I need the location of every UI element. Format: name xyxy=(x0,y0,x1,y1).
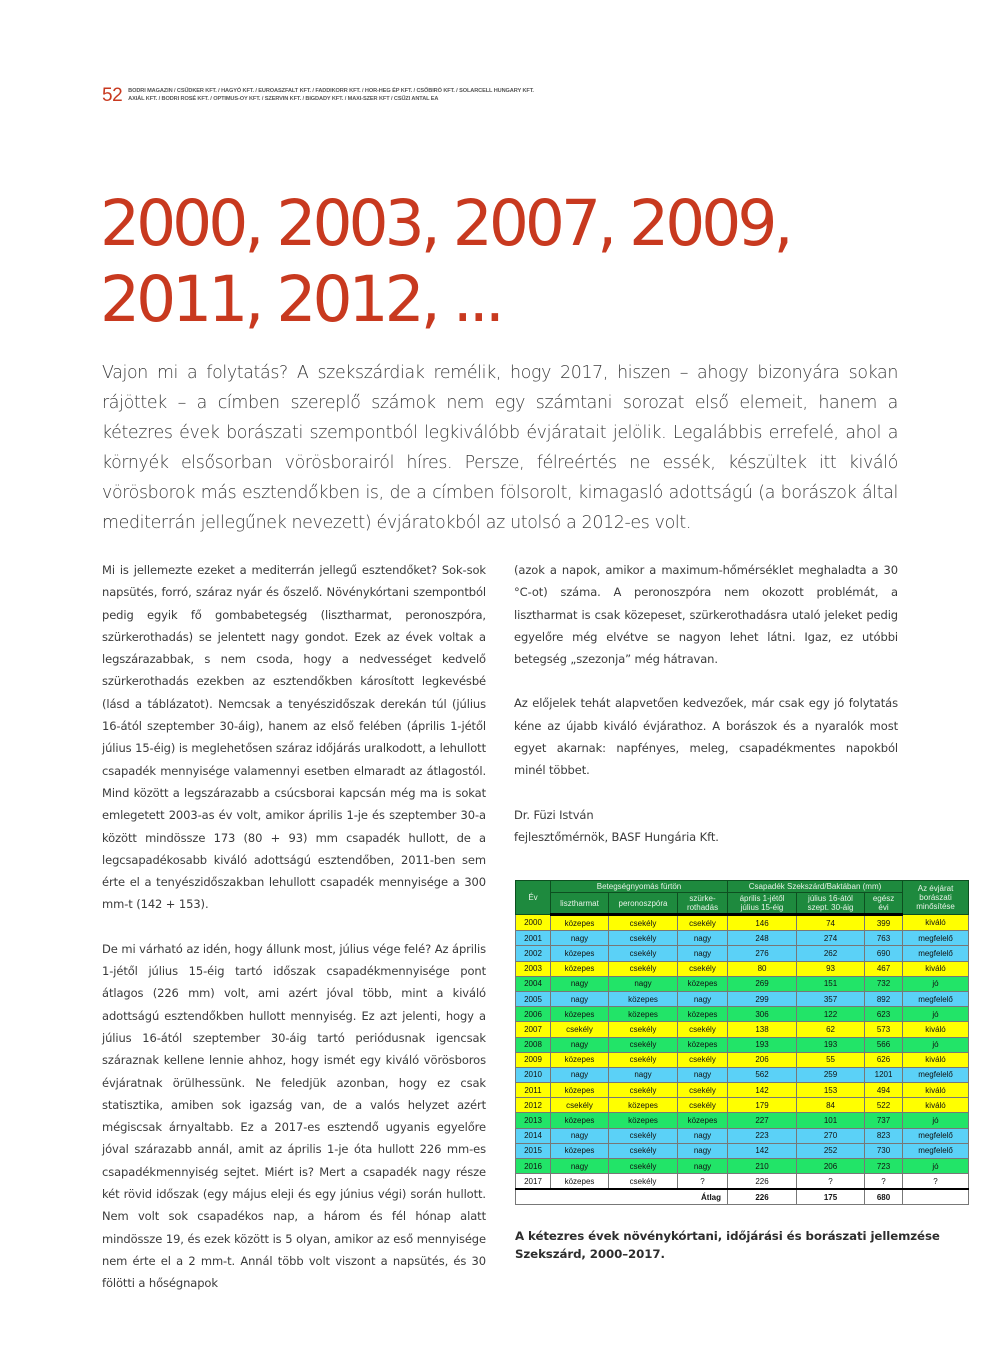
cell-total: 737 xyxy=(865,1113,903,1128)
table-row xyxy=(516,1052,969,1067)
cell-rating: megfelelő xyxy=(903,1067,969,1082)
vintage-table xyxy=(515,880,969,1205)
cell-rating: megfelelő xyxy=(903,991,969,1006)
table-body xyxy=(516,915,969,1190)
cell-year: 2004 xyxy=(516,976,551,991)
cell-summer: 193 xyxy=(797,1037,865,1052)
cell-total: 573 xyxy=(865,1022,903,1037)
cell-summer: 262 xyxy=(797,946,865,961)
cell-total: 1201 xyxy=(865,1067,903,1082)
cell-year: 2007 xyxy=(516,1022,551,1037)
cell-year: 2011 xyxy=(516,1083,551,1098)
cell-year: 2010 xyxy=(516,1067,551,1082)
cell-spring: 142 xyxy=(728,1143,797,1158)
cell-summer: ? xyxy=(797,1174,865,1190)
body-paragraph: De mi várható az idén, hogy állunk most, július vége felé? Az április 1-jétől július 15-éig tartó időszak csapadékmennyisége pont átlagos (226 mm) volt, ami azért jóval több, mint a kiváló adottságú esztendőkben hullott mennyiség. Ez azt jelenti, hogy a július 16-ától szeptember 30-áig tartó periódusnak igencsak száraznak kellene lennie ahhoz, hogy ismét egy kiváló vörösboros évjáratnak örülhessünk. Ne feledjük azonban, hogy ez csak statisztika, amiben sok igazság van, de a valós helyzet azért mégiscsak árnyaltabb. Ez a 2017-es esztendő ugyanis egyelőre jóval szárazabb annál, amit az április 1-je óta hullott 226 mm-es csapadékmennyiség sejtet. Miért is? Mert a csapadék nagy része két rövid időszak (egy május eleji és egy június végi) során hullott. Nem volt sok csapadékos nap, a három és fél hónap alatt mindössze 19, és ezek között is 5 olyan, amikor az eső mennyisége nem érte el a 2 mm-t. Annál több volt viszont a napsütés, és 30 fölötti a hőségnapok xyxy=(102,941,486,1291)
cell-total: 763 xyxy=(865,931,903,946)
cell-spring: 248 xyxy=(728,931,797,946)
col-group-disease: Betegségnyomás fürtön xyxy=(551,881,728,893)
cell-total: 892 xyxy=(865,991,903,1006)
sponsor-line: AXIÁL KFT. / BODRI ROSÉ KFT. / OPTIMUS-OY KFT. / SZERVIN KFT. / BIGDADY KFT. / MAXI-SZER KFT / CSŰZI ANTAL EA xyxy=(128,95,439,102)
cell-summer: 252 xyxy=(797,1143,865,1158)
average-spring: 226 xyxy=(728,1189,797,1205)
cell-powdery: közepes xyxy=(551,961,609,976)
cell-rating: jó xyxy=(903,1007,969,1022)
cell-powdery: közepes xyxy=(551,1174,609,1190)
cell-spring: 146 xyxy=(728,915,797,931)
cell-total: ? xyxy=(865,1174,903,1190)
cell-total: 626 xyxy=(865,1052,903,1067)
col-header-powdery: lisztharmat xyxy=(551,893,609,915)
cell-spring: 193 xyxy=(728,1037,797,1052)
cell-rating: jó xyxy=(903,976,969,991)
cell-spring: 562 xyxy=(728,1067,797,1082)
table-row xyxy=(516,1037,969,1052)
cell-powdery: közepes xyxy=(551,1143,609,1158)
sponsor-line: BODRI MAGAZIN / CSŰDKER KFT. / HAGYÓ KFT. / EUROASZFALT KFT. / FADDIKORR KFT. / HOR-HEG ÉP KFT. / CSŐBIRÓ KFT. / SOLARCELL HUNGARY KFT. xyxy=(128,88,534,94)
cell-total: 399 xyxy=(865,915,903,931)
cell-downy: csekély xyxy=(609,961,678,976)
cell-summer: 55 xyxy=(797,1052,865,1067)
cell-spring: 269 xyxy=(728,976,797,991)
body-paragraph: (azok a napok, amikor a maximum-hőmérséklet meghaladta a 30 °C-ot) száma. A peronoszpóra nem okozott problémát, a lisztharmat is csak közepeset, szürkerothadásra utaló jeleket pedig egyelőre még elvétve se nagyon lehet látni. Igaz, ez utóbbi betegség „szezonja” még hátravan. xyxy=(514,563,898,667)
cell-powdery: nagy xyxy=(551,1037,609,1052)
cell-total: 522 xyxy=(865,1098,903,1113)
cell-botrytis: csekély xyxy=(678,1083,728,1098)
cell-powdery: nagy xyxy=(551,931,609,946)
cell-powdery: nagy xyxy=(551,1128,609,1143)
cell-downy: csekély xyxy=(609,1174,678,1190)
cell-downy: csekély xyxy=(609,1022,678,1037)
cell-downy: nagy xyxy=(609,1067,678,1082)
cell-spring: 226 xyxy=(728,1174,797,1190)
cell-spring: 138 xyxy=(728,1022,797,1037)
cell-botrytis: nagy xyxy=(678,1143,728,1158)
body-column-right xyxy=(514,559,898,848)
cell-powdery: nagy xyxy=(551,976,609,991)
cell-botrytis: nagy xyxy=(678,1159,728,1174)
cell-year: 2000 xyxy=(516,915,551,931)
cell-year: 2008 xyxy=(516,1037,551,1052)
body-paragraph: Az előjelek tehát alapvetően kedvezőek, már csak egy jó folytatás kéne az újabb kiváló évjárathoz. A borászok és a nyaralók most egyet akarnak: napfényes, meleg, csapadékmentes napokból minél többet. xyxy=(514,696,898,778)
cell-summer: 62 xyxy=(797,1022,865,1037)
cell-botrytis: csekély xyxy=(678,1052,728,1067)
sponsor-list xyxy=(128,88,534,103)
col-header-rain-summer: július 16-ától szept. 30-áig xyxy=(797,893,865,915)
cell-rating: jó xyxy=(903,1037,969,1052)
cell-spring: 227 xyxy=(728,1113,797,1128)
cell-total: 566 xyxy=(865,1037,903,1052)
cell-botrytis: nagy xyxy=(678,1128,728,1143)
table-row xyxy=(516,1098,969,1113)
cell-rating: kiváló xyxy=(903,1083,969,1098)
table-row xyxy=(516,1083,969,1098)
cell-powdery: közepes xyxy=(551,1007,609,1022)
cell-summer: 93 xyxy=(797,961,865,976)
table-row xyxy=(516,915,969,931)
cell-botrytis: nagy xyxy=(678,991,728,1006)
cell-botrytis: csekély xyxy=(678,1098,728,1113)
cell-downy: csekély xyxy=(609,1052,678,1067)
cell-total: 494 xyxy=(865,1083,903,1098)
table-row xyxy=(516,1143,969,1158)
cell-year: 2017 xyxy=(516,1174,551,1190)
cell-rating: ? xyxy=(903,1174,969,1190)
cell-summer: 122 xyxy=(797,1007,865,1022)
cell-downy: csekély xyxy=(609,1128,678,1143)
cell-year: 2005 xyxy=(516,991,551,1006)
cell-year: 2002 xyxy=(516,946,551,961)
cell-summer: 151 xyxy=(797,976,865,991)
cell-botrytis: csekély xyxy=(678,915,728,931)
cell-year: 2015 xyxy=(516,1143,551,1158)
cell-botrytis: csekély xyxy=(678,1022,728,1037)
table-row xyxy=(516,1067,969,1082)
cell-downy: csekély xyxy=(609,1143,678,1158)
cell-spring: 299 xyxy=(728,991,797,1006)
table-row xyxy=(516,1174,969,1190)
average-rating xyxy=(903,1189,969,1205)
cell-rating: jó xyxy=(903,1159,969,1174)
cell-downy: csekély xyxy=(609,946,678,961)
cell-spring: 179 xyxy=(728,1098,797,1113)
cell-powdery: csekély xyxy=(551,1022,609,1037)
cell-rating: megfelelő xyxy=(903,931,969,946)
table-row xyxy=(516,1007,969,1022)
cell-downy: közepes xyxy=(609,1113,678,1128)
cell-downy: nagy xyxy=(609,976,678,991)
cell-year: 2001 xyxy=(516,931,551,946)
cell-botrytis: csekély xyxy=(678,961,728,976)
table-row xyxy=(516,976,969,991)
cell-summer: 74 xyxy=(797,915,865,931)
cell-year: 2014 xyxy=(516,1128,551,1143)
col-header-year: Év xyxy=(516,881,551,915)
cell-powdery: csekély xyxy=(551,1098,609,1113)
cell-total: 823 xyxy=(865,1128,903,1143)
table-row xyxy=(516,961,969,976)
cell-year: 2012 xyxy=(516,1098,551,1113)
cell-total: 730 xyxy=(865,1143,903,1158)
cell-spring: 210 xyxy=(728,1159,797,1174)
cell-powdery: közepes xyxy=(551,1113,609,1128)
cell-botrytis: nagy xyxy=(678,946,728,961)
cell-botrytis: nagy xyxy=(678,1067,728,1082)
cell-total: 467 xyxy=(865,961,903,976)
page-header xyxy=(102,86,534,105)
table-caption: A kétezres évek növénykórtani, időjárási és borászati jellemzése Szekszárd, 2000–2017. xyxy=(515,1229,940,1261)
table-row xyxy=(516,991,969,1006)
cell-rating: kiváló xyxy=(903,915,969,931)
cell-downy: csekély xyxy=(609,1037,678,1052)
author-title: fejlesztőmérnök, BASF Hungária Kft. xyxy=(514,829,719,844)
cell-summer: 270 xyxy=(797,1128,865,1143)
cell-botrytis: közepes xyxy=(678,1113,728,1128)
cell-powdery: nagy xyxy=(551,1159,609,1174)
table-row xyxy=(516,1159,969,1174)
cell-summer: 357 xyxy=(797,991,865,1006)
cell-summer: 259 xyxy=(797,1067,865,1082)
average-total: 680 xyxy=(865,1189,903,1205)
cell-summer: 101 xyxy=(797,1113,865,1128)
cell-spring: 206 xyxy=(728,1052,797,1067)
cell-rating: jó xyxy=(903,1113,969,1128)
cell-powdery: közepes xyxy=(551,1052,609,1067)
cell-year: 2003 xyxy=(516,961,551,976)
table-row xyxy=(516,1022,969,1037)
title-line: 2011, 2012, ... xyxy=(100,263,501,336)
cell-total: 623 xyxy=(865,1007,903,1022)
cell-powdery: közepes xyxy=(551,915,609,931)
cell-total: 690 xyxy=(865,946,903,961)
cell-year: 2013 xyxy=(516,1113,551,1128)
table-row xyxy=(516,1128,969,1143)
cell-downy: csekély xyxy=(609,931,678,946)
col-header-downy: peronoszpóra xyxy=(609,893,678,915)
cell-year: 2016 xyxy=(516,1159,551,1174)
cell-rating: kiváló xyxy=(903,1052,969,1067)
cell-botrytis: közepes xyxy=(678,1037,728,1052)
cell-powdery: közepes xyxy=(551,1083,609,1098)
cell-spring: 306 xyxy=(728,1007,797,1022)
cell-rating: megfelelő xyxy=(903,946,969,961)
col-header-botrytis: szürke-rothadás xyxy=(678,893,728,915)
cell-summer: 153 xyxy=(797,1083,865,1098)
cell-rating: megfelelő xyxy=(903,1143,969,1158)
cell-spring: 80 xyxy=(728,961,797,976)
cell-powdery: nagy xyxy=(551,1067,609,1082)
average-row xyxy=(516,1189,969,1205)
average-label: Átlag xyxy=(516,1189,728,1205)
cell-powdery: közepes xyxy=(551,946,609,961)
cell-total: 723 xyxy=(865,1159,903,1174)
cell-botrytis: közepes xyxy=(678,1007,728,1022)
average-summer: 175 xyxy=(797,1189,865,1205)
col-header-rain-year: egész évi xyxy=(865,893,903,915)
cell-spring: 142 xyxy=(728,1083,797,1098)
author-block xyxy=(514,804,898,849)
table-row xyxy=(516,1113,969,1128)
cell-summer: 274 xyxy=(797,931,865,946)
cell-rating: kiváló xyxy=(903,961,969,976)
cell-year: 2006 xyxy=(516,1007,551,1022)
article-lead: Vajon mi a folytatás? A szekszárdiak remélik, hogy 2017, hiszen – ahogy bizonyára sokan rájöttek – a címben szereplő számok nem egy számtani sorozat első elemeit, hanem a kétezres évek borászati szempontból legkiválóbb évjáratait jelölik. Legalábbis errefelé, ahol a környék elsősorban vörösborairól híres. Persze, félreértés ne essék, készültek itt kiváló vörösborok más esztendőkben is, de a címben fölsorolt, kimagasló adottságú (a borászok által mediterrán jellegűnek nevezett) évjáratokból az utolsó a 2012-es volt. xyxy=(102,363,898,533)
cell-total: 732 xyxy=(865,976,903,991)
cell-downy: közepes xyxy=(609,1098,678,1113)
col-group-rain: Csapadék Szekszárd/Baktában (mm) xyxy=(728,881,903,893)
cell-summer: 84 xyxy=(797,1098,865,1113)
cell-downy: közepes xyxy=(609,991,678,1006)
cell-rating: kiváló xyxy=(903,1022,969,1037)
table-row xyxy=(516,931,969,946)
cell-spring: 276 xyxy=(728,946,797,961)
table-row xyxy=(516,946,969,961)
cell-downy: csekély xyxy=(609,1083,678,1098)
cell-rating: kiváló xyxy=(903,1098,969,1113)
cell-botrytis: ? xyxy=(678,1174,728,1190)
col-header-rain-spring: április 1-jétől július 15-éig xyxy=(728,893,797,915)
page-number: 52 xyxy=(102,85,123,106)
cell-downy: csekély xyxy=(609,1159,678,1174)
cell-botrytis: közepes xyxy=(678,976,728,991)
article-title xyxy=(100,186,920,338)
cell-downy: közepes xyxy=(609,1007,678,1022)
cell-spring: 223 xyxy=(728,1128,797,1143)
cell-year: 2009 xyxy=(516,1052,551,1067)
cell-summer: 206 xyxy=(797,1159,865,1174)
author-name: Dr. Füzi István xyxy=(514,807,594,822)
cell-downy: csekély xyxy=(609,915,678,931)
body-paragraph: Mi is jellemezte ezeket a mediterrán jellegű esztendőket? Sok-sok napsütés, forró, száraz nyár és őszelő. Növénykórtani szempontból pedig egyik fő gombabetegség (lisztharmat, peronoszpóra, szürkerothadás) se jelentett nagy gondot. Ezek az évek voltak a legszárazabbak, s nem csoda, hogy a nedvességet kedvelő szürkerothadás ezekben az esztendőkben károsított legkevésbé (lásd a táblázatot). Nemcsak a tenyészidőszak derekán túl (július 16-ától szeptember 30-áig), hanem az első felében (április 1-jétől július 15-éig) is meglehetősen száraz időjárás uralkodott, a lehullott csapadék mennyisége valamennyi esetben elmaradt az átlagostól. Mind között a legszárazabb a csúcsborai kapcsán még ma is sokat emlegetett 2003-as év volt, amikor április 1-je és szeptember 30-a között mindössze 173 (80 + 93) mm csapadék hullott, de a legcsapadékosabb kiváló adottságú esztendőben, 2011-ben sem érte el a tenyészidőszakban lehullott csapadék mennyisége a 300 mm-t (142 + 153). xyxy=(102,563,486,912)
body-column-left xyxy=(102,559,486,1317)
col-header-rating: Az évjárat borászati minősítése xyxy=(903,881,969,915)
cell-botrytis: nagy xyxy=(678,931,728,946)
title-line: 2000, 2003, 2007, 2009, xyxy=(100,187,790,260)
cell-rating: megfelelő xyxy=(903,1128,969,1143)
cell-powdery: nagy xyxy=(551,991,609,1006)
